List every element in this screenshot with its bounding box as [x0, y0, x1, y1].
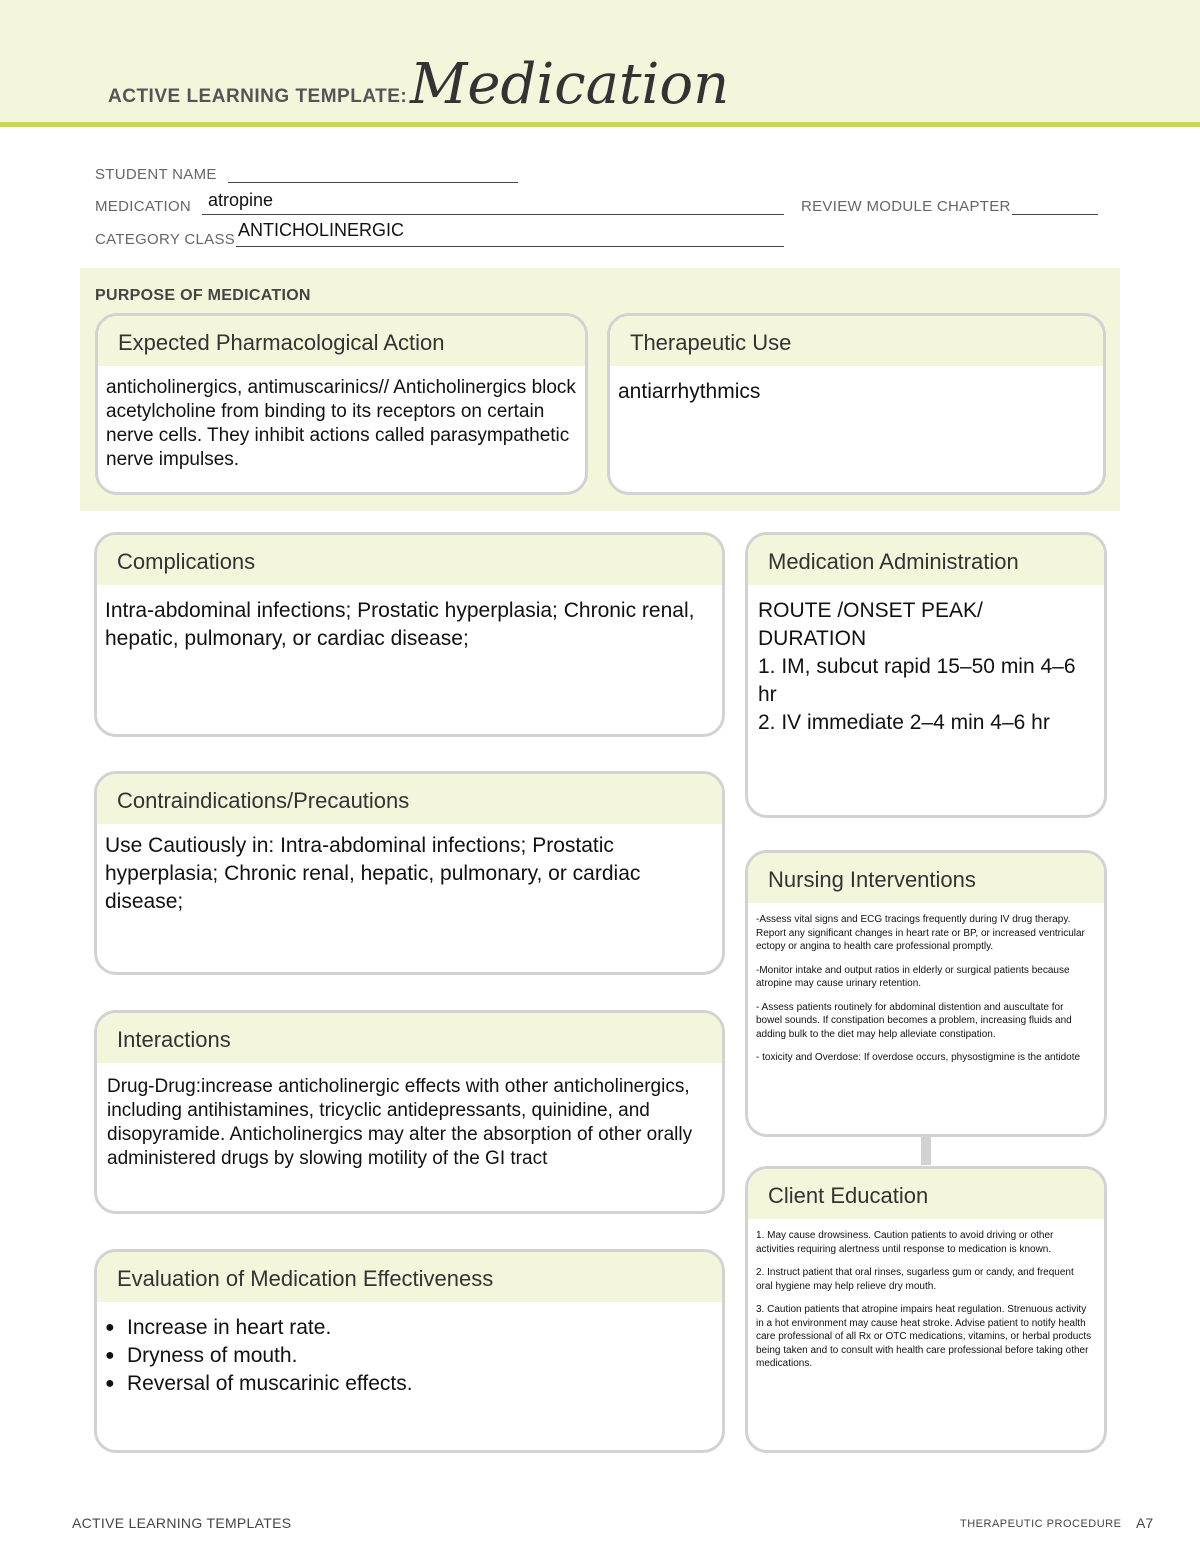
nursing-paragraph[interactable]: -Assess vital signs and ECG tracings frequently during IV drug therapy. Report any significant changes in heart rate or BP, or increased ventricular ectopy or angina to health care professional promptly.: [756, 914, 1085, 952]
education-paragraph[interactable]: 3. Caution patients that atropine impairs heat regulation. Strenuous activity in a hot environment may cause heat stroke. Advise patient to notify health care professional of all Rx or OTC medications, vitamins, or herbal products being taken and to consult with health care professional before taking other medications.: [756, 1304, 1092, 1369]
education-title: Client Education: [768, 1183, 929, 1208]
medication-field[interactable]: atropine: [208, 190, 274, 210]
expected-action-title: Expected Pharmacological Action: [118, 330, 445, 355]
interactions-box: [94, 1010, 725, 1214]
contraindications-text[interactable]: Use Cautiously in: Intra-abdominal infections; Prostatic hyperplasia; Chronic renal, hepatic, pulmonary, or cardiac disease;: [105, 834, 641, 913]
header-rule: [0, 122, 1200, 127]
contraindications-title: Contraindications/Precautions: [117, 788, 410, 813]
category-class-field[interactable]: ANTICHOLINERGIC: [238, 220, 405, 240]
evaluation-item[interactable]: ● Increase in heart rate.: [105, 1314, 714, 1342]
interactions-title: Interactions: [117, 1027, 231, 1052]
nursing-body: [748, 903, 1104, 1065]
administration-body: [748, 585, 1104, 737]
expected-action-box: [95, 313, 588, 495]
medication-label: MEDICATION: [95, 198, 192, 215]
nursing-paragraph[interactable]: - Assess patients routinely for abdominal distention and auscultate for bowel sounds. If constipation becomes a problem, increasing fluids and adding bulk to the diet may help alleviate constipation.: [756, 1001, 1072, 1040]
nursing-paragraph[interactable]: - toxicity and Overdose: If overdose occurs, physostigmine is the antidote: [756, 1052, 1081, 1063]
interactions-text[interactable]: Drug-Drug:increase anticholinergic effects with other anticholinergics, including antihistamines, tricyclic antidepressants, quinidine, and disopyramide. Anticholinergics may alter the absorption of other orally administered drugs by slowing motility of the GI tract: [107, 1076, 693, 1169]
therapeutic-use-text[interactable]: antiarrhythmics: [618, 380, 761, 403]
complications-title: Complications: [117, 549, 256, 574]
nursing-title: Nursing Interventions: [768, 867, 976, 892]
page-number: A7: [1136, 1515, 1154, 1531]
administration-box: [745, 532, 1107, 818]
evaluation-item[interactable]: ● Dryness of mouth.: [105, 1342, 714, 1370]
administration-heading[interactable]: ROUTE /ONSET PEAK/ DURATION: [758, 599, 983, 650]
review-module-label: REVIEW MODULE CHAPTER: [801, 198, 1011, 215]
administration-title: Medication Administration: [768, 549, 1019, 574]
education-paragraph[interactable]: 1. May cause drowsiness. Caution patients to avoid driving or other activities requiring alertness until response to medication is known.: [756, 1230, 1054, 1255]
student-name-line: [228, 182, 518, 183]
therapeutic-use-title: Therapeutic Use: [630, 330, 792, 355]
nursing-paragraph[interactable]: -Monitor intake and output ratios in elderly or surgical patients because atropine may cause urinary retention.: [756, 964, 1070, 989]
template-label: ACTIVE LEARNING TEMPLATE:: [108, 86, 408, 107]
therapeutic-use-box: [607, 313, 1106, 495]
complications-box: [94, 532, 725, 737]
footer-right: THERAPEUTIC PROCEDURE: [960, 1518, 1122, 1530]
nursing-box: [745, 850, 1107, 1137]
education-paragraph[interactable]: 2. Instruct patient that oral rinses, sugarless gum or candy, and frequent oral hygiene may help relieve dry mouth.: [756, 1267, 1074, 1292]
category-class-line: [236, 246, 784, 247]
education-box: [745, 1166, 1107, 1453]
evaluation-list: [97, 1302, 722, 1398]
evaluation-item[interactable]: ● Reversal of muscarinic effects.: [105, 1370, 714, 1398]
category-class-label: CATEGORY CLASS: [95, 231, 236, 248]
administration-item[interactable]: 2. IV immediate 2–4 min 4–6 hr: [758, 711, 1050, 734]
purpose-label: PURPOSE OF MEDICATION: [95, 287, 311, 304]
evaluation-box: [94, 1249, 725, 1453]
complications-text[interactable]: Intra-abdominal infections; Prostatic hyperplasia; Chronic renal, hepatic, pulmonary, or cardiac disease;: [105, 599, 695, 650]
expected-action-text[interactable]: anticholinergics, antimuscarinics// Anticholinergics block acetylcholine from binding to its receptors on certain nerve cells. They inhibit actions called parasympathetic nerve impulses.: [106, 377, 576, 470]
page-title: Medication: [410, 52, 730, 117]
education-body: [748, 1219, 1104, 1371]
medication-line: [202, 214, 784, 215]
review-module-field[interactable]: [1012, 214, 1098, 215]
connector-bar: [921, 1136, 931, 1165]
footer-left: ACTIVE LEARNING TEMPLATES: [72, 1515, 292, 1531]
administration-item[interactable]: 1. IM, subcut rapid 15–50 min 4–6 hr: [758, 655, 1076, 706]
student-name-label: STUDENT NAME: [95, 166, 217, 183]
evaluation-title: Evaluation of Medication Effectiveness: [117, 1266, 494, 1291]
contraindications-box: [94, 771, 725, 975]
